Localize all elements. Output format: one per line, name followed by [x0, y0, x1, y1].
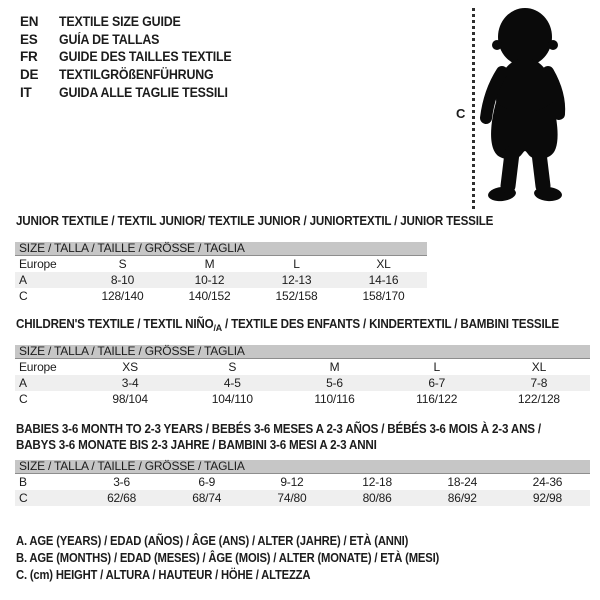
row-label: C	[19, 491, 28, 505]
table-cell: 8-10	[110, 273, 135, 287]
childrens-table	[15, 345, 590, 407]
row-label: A	[19, 376, 27, 390]
table-cell: 74/80	[277, 491, 307, 505]
babies-table-title	[16, 421, 541, 453]
table-cell: XL	[376, 257, 391, 271]
table-cell: 80/86	[362, 491, 392, 505]
table-cell: 12-18	[362, 475, 392, 489]
language-code: EN	[20, 14, 39, 30]
table-cell: 9-12	[280, 475, 304, 489]
language-row-de	[20, 66, 247, 84]
table-row-height	[15, 490, 590, 506]
table-cell: 3-4	[121, 376, 139, 390]
title-text: / TEXTILE DES ENFANTS / KINDERTEXTIL / BAMBINI TESSILE	[221, 317, 559, 331]
baby-silhouette	[478, 6, 570, 204]
table-cell: 62/68	[107, 491, 137, 505]
table-cell: L	[433, 360, 440, 374]
title-line-1: BABIES 3-6 MONTH TO 2-3 YEARS / BEBÉS 3-6 MESES A 2-3 AÑOS / BÉBÉS 3-6 MOIS À 2-3 ANS /	[16, 422, 541, 436]
junior-table-title: JUNIOR TEXTILE / TEXTIL JUNIOR/ TEXTILE JUNIOR / JUNIORTEXTIL / JUNIOR TESSILE	[16, 214, 494, 228]
language-code: IT	[20, 84, 32, 100]
junior-table	[15, 242, 427, 304]
babies-table	[15, 460, 590, 506]
title-line-2: BABYS 3-6 MONATE BIS 2-3 JAHRE / BAMBINI 3-6 MESI A 2-3 ANNI	[16, 438, 377, 452]
row-label: C	[19, 392, 28, 406]
table-cell: 140/152	[188, 289, 231, 303]
table-cell: M	[204, 257, 215, 271]
language-row-es	[20, 31, 247, 49]
table-cell: 104/110	[211, 392, 253, 406]
size-header-bar: SIZE / TALLA / TAILLE / GRÖSSE / TAGLIA	[15, 345, 590, 359]
table-cell: 68/74	[192, 491, 222, 505]
table-cell: 6-9	[198, 475, 216, 489]
table-cell: XL	[531, 360, 547, 374]
row-label: Europe	[19, 257, 57, 271]
table-row-europe	[15, 359, 590, 375]
table-row-age-years	[15, 272, 427, 288]
table-cell: 92/98	[532, 491, 562, 505]
table-cell: 7-8	[530, 376, 548, 390]
language-row-fr	[20, 48, 247, 66]
table-row-age-years	[15, 375, 590, 391]
table-cell: 10-12	[194, 273, 225, 287]
row-label: B	[19, 475, 27, 489]
legend-age-years: A. AGE (YEARS) / EDAD (AÑOS) / ÂGE (ANS) / ALTER (JAHRE) / ETÀ (ANNI)	[16, 534, 409, 548]
table-cell: 3-6	[113, 475, 130, 489]
size-header-bar: SIZE / TALLA / TAILLE / GRÖSSE / TAGLIA	[15, 460, 590, 474]
language-title: TEXTILE SIZE GUIDE	[59, 14, 181, 30]
language-title-block	[20, 13, 247, 101]
table-cell: S	[228, 360, 237, 374]
row-label: C	[19, 289, 28, 303]
height-marker-label: C	[456, 106, 466, 121]
table-cell: 14-16	[368, 273, 399, 287]
table-cell: 110/116	[314, 392, 355, 406]
language-code: FR	[20, 49, 38, 65]
table-cell: 98/104	[112, 392, 148, 406]
table-cell: L	[293, 257, 300, 271]
childrens-table-title	[16, 316, 559, 334]
table-cell: M	[329, 360, 340, 374]
row-label: Europe	[19, 360, 57, 374]
language-title: GUIDA ALLE TAGLIE TESSILI	[59, 84, 228, 100]
height-measure-line	[472, 8, 475, 209]
table-cell: S	[118, 257, 127, 271]
table-cell: 122/128	[517, 392, 560, 406]
table-cell: 4-5	[223, 376, 241, 390]
size-header-bar: SIZE / TALLA / TAILLE / GRÖSSE / TAGLIA	[15, 242, 427, 256]
table-cell: 12-13	[281, 273, 312, 287]
table-cell: XS	[122, 360, 138, 374]
table-cell: 24-36	[532, 475, 563, 489]
table-cell: 152/158	[275, 289, 318, 303]
title-subscript: /A	[213, 323, 222, 334]
table-cell: 5-6	[326, 376, 343, 390]
language-row-it	[20, 83, 247, 101]
legend-age-months: B. AGE (MONTHS) / EDAD (MESES) / ÂGE (MOIS) / ALTER (MONATE) / ETÀ (MESI)	[16, 551, 440, 565]
table-cell: 158/170	[362, 289, 405, 303]
legend-block	[16, 533, 486, 584]
title-text: CHILDREN'S TEXTILE / TEXTIL NIÑO	[16, 317, 214, 331]
table-row-height	[15, 391, 590, 407]
language-row-en	[20, 13, 247, 31]
language-code: ES	[20, 31, 38, 47]
legend-height: C. (cm) HEIGHT / ALTURA / HAUTEUR / HÖHE / ALTEZZA	[16, 568, 311, 582]
language-title: GUÍA DE TALLAS	[59, 31, 160, 47]
table-cell: 128/140	[101, 289, 144, 303]
table-row-europe	[15, 256, 427, 272]
language-title: GUIDE DES TAILLES TEXTILE	[59, 49, 232, 65]
table-row-age-months	[15, 474, 590, 490]
table-cell: 18-24	[447, 475, 478, 489]
row-label: A	[19, 273, 27, 287]
table-row-height	[15, 288, 427, 304]
table-cell: 86/92	[447, 491, 477, 505]
table-cell: 116/122	[416, 392, 458, 406]
language-code: DE	[20, 67, 39, 83]
language-title: TEXTILGRÖßENFÜHRUNG	[59, 67, 214, 83]
table-cell: 6-7	[428, 376, 446, 390]
